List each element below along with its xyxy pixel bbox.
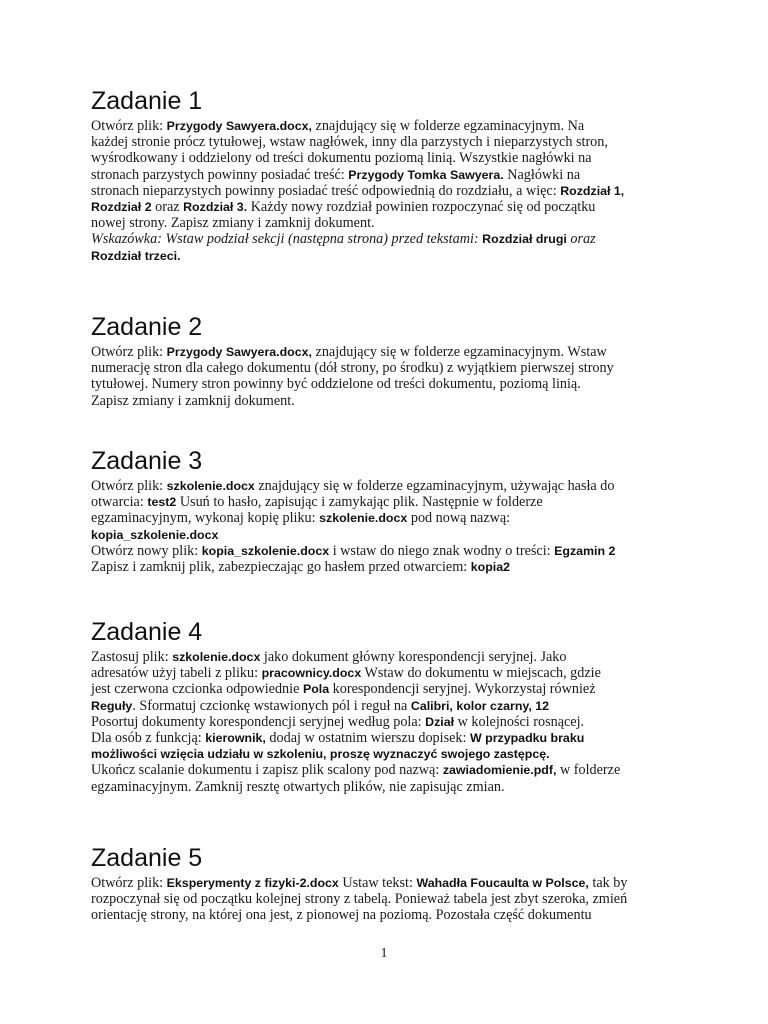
keyword: Pola xyxy=(302,682,330,697)
task-5-heading: Zadanie 5 xyxy=(91,844,203,872)
text-segment: Nagłówki na xyxy=(503,166,581,183)
task-5 xyxy=(91,843,627,924)
text-segment: otwarcia: xyxy=(91,494,148,511)
task-3-text xyxy=(91,478,615,575)
text-segment: Otwórz nowy plik: xyxy=(91,542,202,559)
filename: Przygody Sawyera.docx, xyxy=(166,119,312,133)
text-segment: tytułowej. Numery stron powinny być oddzielone od treści dokumentu, poziomą linią. xyxy=(91,376,581,393)
hint-text: Wskazówka: Wstaw podział sekcji (następna strona) przed tekstami: xyxy=(91,231,483,248)
text-segment: numerację stron dla całego dokumentu (dół strony, po środku) z wyjątkiem pierwszej strony xyxy=(91,360,614,377)
text-segment: w kolejności rosnącej. xyxy=(454,713,585,730)
filename: szkolenie.docx xyxy=(166,479,255,493)
text-segment: Każdy nowy rozdział powinien rozpoczynać się od początku xyxy=(247,199,596,216)
text-segment: stronach parzystych powinny posiadać treść: xyxy=(91,166,349,183)
text-segment: Usuń to hasło, zapisując i zamykając plik. Następnie w folderze xyxy=(176,494,543,511)
text-segment: Dla osób z funkcją: xyxy=(91,730,206,747)
text-segment: każdej stronie prócz tytułowej, wstaw nagłówek, inny dla parzystych i nieparzystych stron, xyxy=(91,134,608,151)
text-segment: Zastosuj plik: xyxy=(91,649,173,665)
text-segment: znajdujący się w folderze egzaminacyjnym. Wstaw xyxy=(311,344,607,360)
watermark-text: Egzamin 2 xyxy=(554,543,616,558)
text-segment: Wstaw do dokumentu w miejscach, gdzie xyxy=(361,665,601,682)
text-segment: adresatów użyj tabeli z pliku: xyxy=(91,665,262,682)
section-name: Rozdział trzeci. xyxy=(91,248,181,263)
text-segment: Ustaw tekst: xyxy=(338,875,417,891)
task-4-text xyxy=(91,649,620,795)
text-segment: wyśrodkowany i oddzielony od treści dokumentu poziomą linią. Wszystkie nagłówki na xyxy=(91,150,592,167)
text-segment: egzaminacyjnym, wykonaj kopię pliku: xyxy=(91,510,320,527)
filename: kopia_szkolenie.docx xyxy=(91,527,219,542)
task-4 xyxy=(91,617,620,795)
task-4-heading: Zadanie 4 xyxy=(91,618,203,646)
task-2 xyxy=(91,312,614,409)
filename: zawiadomienie.pdf, xyxy=(442,763,557,778)
text-segment: rozpoczynał się od początku kolejnej strony z tabelą. Ponieważ tabela jest zbyt szeroka, zmień xyxy=(91,891,628,908)
task-1-heading: Zadanie 1 xyxy=(91,87,203,115)
text-segment: jest czerwona czcionka odpowiednie xyxy=(91,681,303,698)
filename: Eksperymenty z fizyki-2.docx xyxy=(166,876,339,890)
text-segment: dodaj w ostatnim wierszu dopisek: xyxy=(265,730,470,747)
text-segment: . Sformatuj czcionkę wstawionych pól i reguł na xyxy=(132,697,411,714)
text-segment: Ukończ scalanie dokumentu i zapisz plik scalony pod nazwą: xyxy=(91,762,443,779)
filename: szkolenie.docx xyxy=(319,511,408,526)
filename: Przygody Sawyera.docx, xyxy=(166,345,312,359)
text-segment: korespondencji seryjnej. Wykorzystaj również xyxy=(329,681,596,698)
task-5-text xyxy=(91,875,627,924)
keyword: Reguły xyxy=(91,698,133,713)
keyword: Wahadła Foucaulta w Polsce, xyxy=(416,876,589,890)
filename: szkolenie.docx xyxy=(172,650,261,664)
text-segment: tak by xyxy=(588,875,628,891)
task-3-heading: Zadanie 3 xyxy=(91,447,203,475)
header-text-value: Rozdział 3. xyxy=(183,200,248,215)
text-segment: Posortuj dokumenty korespondencji seryjnej według pola: xyxy=(91,713,426,730)
text-segment: nowej strony. Zapisz zmiany i zamknij dokument. xyxy=(91,215,375,232)
task-2-heading: Zadanie 2 xyxy=(91,313,203,341)
task-1-text xyxy=(91,118,624,264)
text-segment: Zapisz zmiany i zamknij dokument. xyxy=(91,392,295,409)
text-segment: pod nową nazwą: xyxy=(407,510,511,527)
password-value: kopia2 xyxy=(470,560,511,575)
text-segment: i wstaw do niego znak wodny o treści: xyxy=(329,542,555,559)
task-3 xyxy=(91,446,615,575)
text-segment: Otwórz plik: xyxy=(91,875,167,891)
page-number: 1 xyxy=(380,946,388,961)
password-value: test2 xyxy=(147,495,177,510)
note-text: możliwości wzięcia udziału w szkoleniu, proszę wyznaczyć swojego zastępcę. xyxy=(91,747,550,762)
text-segment: Otwórz plik: xyxy=(91,118,167,134)
text-segment: Otwórz plik: xyxy=(91,344,167,360)
filename: pracownicy.docx xyxy=(261,666,362,681)
note-text: W przypadku braku xyxy=(470,731,585,746)
task-1 xyxy=(91,86,624,264)
text-segment: Zapisz i zamknij plik, zabezpieczając go hasłem przed otwarciem: xyxy=(91,559,471,576)
keyword: kierownik, xyxy=(205,731,266,746)
section-name: Rozdział drugi xyxy=(482,232,567,247)
text-segment: orientację strony, na której ona jest, z pionowej na poziomą. Pozostała część dokumentu xyxy=(91,907,592,924)
font-spec: Calibri, kolor czarny, 12 xyxy=(410,698,550,713)
text-segment: jako dokument główny korespondencji seryjnej. Jako xyxy=(260,649,567,665)
text-segment: znajdujący się w folderze egzaminacyjnym, używając hasła do xyxy=(254,478,615,494)
text-segment: egzaminacyjnym. Zamknij resztę otwartych plików, nie zapisując zmian. xyxy=(91,778,505,795)
text-segment: Otwórz plik: xyxy=(91,478,167,494)
task-2-text xyxy=(91,344,614,409)
header-text-value: Rozdział 2 xyxy=(91,200,152,215)
header-text-value: Przygody Tomka Sawyera. xyxy=(348,167,504,182)
keyword: Dział xyxy=(425,714,455,729)
hint-text: oraz xyxy=(566,231,596,248)
header-text-value: Rozdział 1, xyxy=(560,183,625,198)
text-segment: w folderze xyxy=(556,762,621,779)
text-segment: oraz xyxy=(151,199,184,216)
filename: kopia_szkolenie.docx xyxy=(201,543,330,558)
text-segment: znajdujący się w folderze egzaminacyjnym. Na xyxy=(311,118,585,134)
text-segment: stronach nieparzystych powinny posiadać treść odpowiednią do rozdziału, a więc: xyxy=(91,182,561,199)
